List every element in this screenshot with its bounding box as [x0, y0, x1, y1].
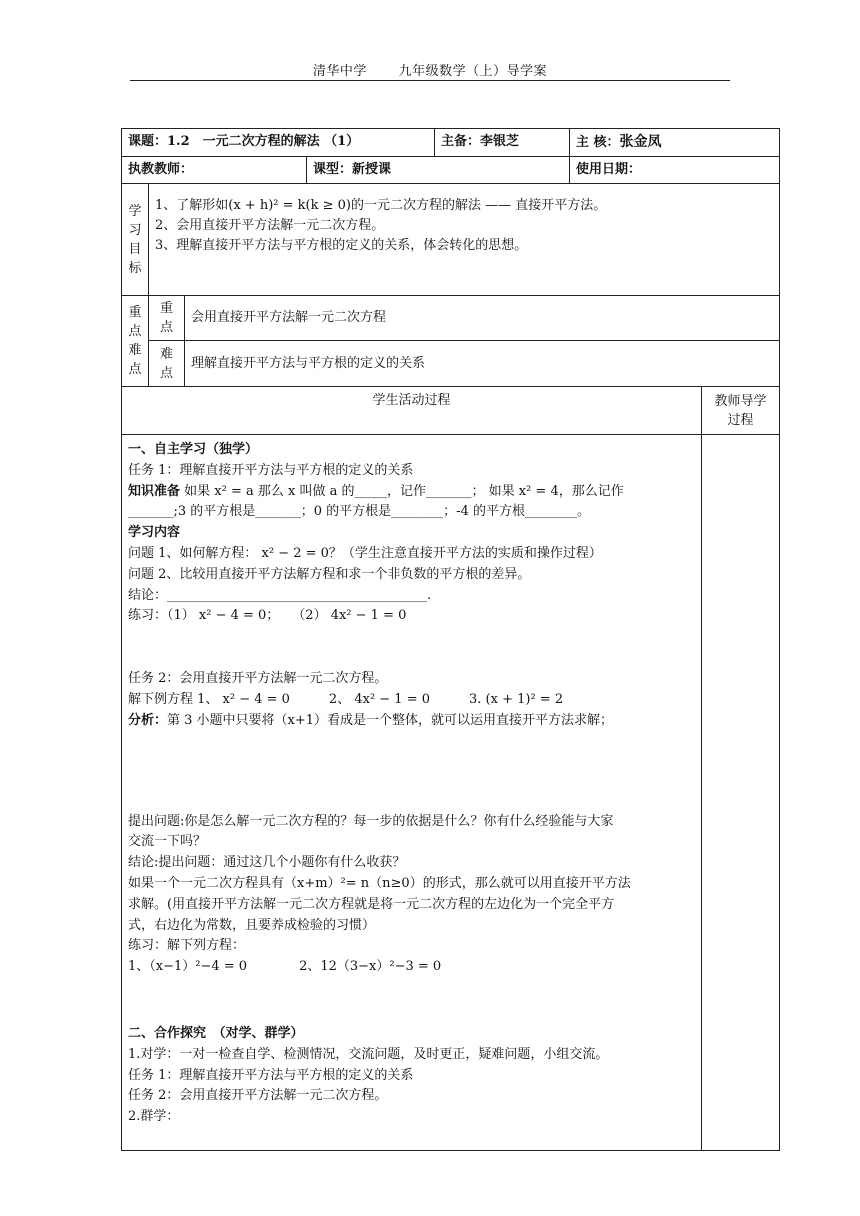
analysis-label: 分析：	[128, 712, 168, 728]
question2: 问题 2、比较用直接开平方法解方程和求一个非负数的平方根的差异。	[128, 566, 531, 582]
goals-label: 学习目标	[128, 203, 142, 276]
author-cell: 主备：李银芝	[435, 129, 570, 157]
teacher-guide-header-cell	[702, 387, 780, 435]
goals-label-cell	[122, 184, 149, 296]
conclusion1: 结论：________________________________________.	[128, 587, 432, 603]
activity-content-cell	[122, 435, 702, 1151]
task2: 任务 2：会用直接开平方法解一元二次方程。	[128, 671, 388, 687]
goal-item: 2、会用直接开平方法解一元二次方程。	[155, 218, 385, 233]
topic-cell: 课题：1.2 一元二次方程的解法 （1）	[122, 129, 435, 157]
question-a: 提出问题:你是怎么解一元二次方程的？每一步的依据是什么？你有什么经验能与大家	[128, 813, 614, 829]
teacher-guide-cell	[702, 435, 780, 1151]
diff-text-cell: 理解直接开平方法与平方根的定义的关系	[185, 341, 780, 387]
examples: 解下例方程 1、 x² − 4 = 0 2、 4x² − 1 = 0 3. (x + 1)² = 2	[128, 691, 564, 707]
analysis	[128, 711, 695, 732]
key-label-cell	[149, 296, 185, 341]
book-title: 九年级数学（上）导学案	[398, 64, 548, 79]
pair-study: 1.对学：一对一检查自学、检测情况，交流问题，及时更正，疑难问题，小组交流。	[128, 1046, 609, 1062]
reviewer-cell	[570, 129, 780, 157]
page-header	[130, 60, 730, 79]
task2-repeat: 任务 2：会用直接开平方法解一元二次方程。	[128, 1088, 388, 1104]
prep-line1	[128, 482, 695, 503]
task1-repeat: 任务 1：理解直接开平方法与平方根的定义的关系	[128, 1067, 414, 1083]
keypoints-label: 重点难点	[128, 305, 142, 377]
practice1: 练习：（1） x² − 4 = 0； （2） 4x² − 1 = 0	[128, 608, 407, 624]
group-study: 2.群学：	[128, 1109, 180, 1125]
date-cell: 使用日期：	[570, 157, 780, 184]
goal-item: 1、了解形如(x + h)² = k(k ≥ 0)的一元二次方程的解法 —— 直接开平方法。	[155, 198, 607, 213]
reviewer-label: 主 核：	[576, 135, 620, 150]
school-name: 清华中学	[312, 64, 367, 79]
prep-label: 知识准备	[128, 483, 181, 499]
analysis-text: 第 3 小题中只要将（x+1）看成是一个整体，就可以运用直接开平方法求解；	[167, 712, 614, 728]
reviewer-name: 张金凤	[619, 134, 662, 150]
section1-title: 一、自主学习（独学）	[128, 442, 259, 457]
section2-title: 二、合作探究 （对学、群学）	[128, 1025, 304, 1041]
question-b: 交流一下吗？	[128, 834, 207, 850]
lesson-type-cell: 课型：新授课	[307, 157, 570, 184]
summary-a: 如果一个一元二次方程具有（x+m）²= n（n≥0）的形式，那么就可以用直接开平方法	[128, 875, 631, 891]
summary-b: 求解。(用直接开平方法解一元二次方程就是将一元二次方程的左边化为一个完全平方	[128, 896, 615, 912]
task1: 任务 1：理解直接开平方法与平方根的定义的关系	[128, 462, 414, 478]
key-label: 重点	[159, 301, 173, 335]
content-label: 学习内容	[128, 525, 181, 541]
student-activity-header: 学生活动过程	[122, 387, 702, 435]
prep-text: 如果 x² = a 那么 x 叫做 a 的_____，记作_______； 如果 x² = 4，那么记作	[184, 483, 624, 499]
question1: 问题 1、如何解方程： x² − 2 = 0？（学生注意直接开平方法的实质和操作过程）	[128, 545, 602, 561]
teacher-guide-header: 教师导学过程	[714, 393, 767, 428]
conclusion2: 结论:提出问题：通过这几个小题你有什么收获？	[128, 855, 406, 871]
header-rule	[130, 80, 730, 81]
diff-label-cell	[149, 341, 185, 387]
key-text-cell: 会用直接开平方法解一元二次方程	[185, 296, 780, 341]
goals-cell	[149, 184, 780, 296]
keypoints-label-cell	[122, 296, 149, 387]
teacher-cell: 执教教师：	[122, 157, 307, 184]
practice2-items: 1、（x−1）²−4 = 0 2、12（3−x）²−3 = 0	[128, 959, 442, 975]
summary-c: 式，右边化为常数，且要养成检验的习惯）	[128, 917, 376, 933]
goal-item: 3、理解直接开平方法与平方根的定义的关系，体会转化的思想。	[155, 238, 528, 253]
diff-label: 难点	[159, 346, 173, 381]
lesson-plan-table	[121, 128, 780, 1151]
prep-line2: _______;3 的平方根是_______；0 的平方根是________；-4 的平方根________。	[128, 504, 590, 520]
practice2: 练习：解下列方程：	[128, 938, 246, 954]
